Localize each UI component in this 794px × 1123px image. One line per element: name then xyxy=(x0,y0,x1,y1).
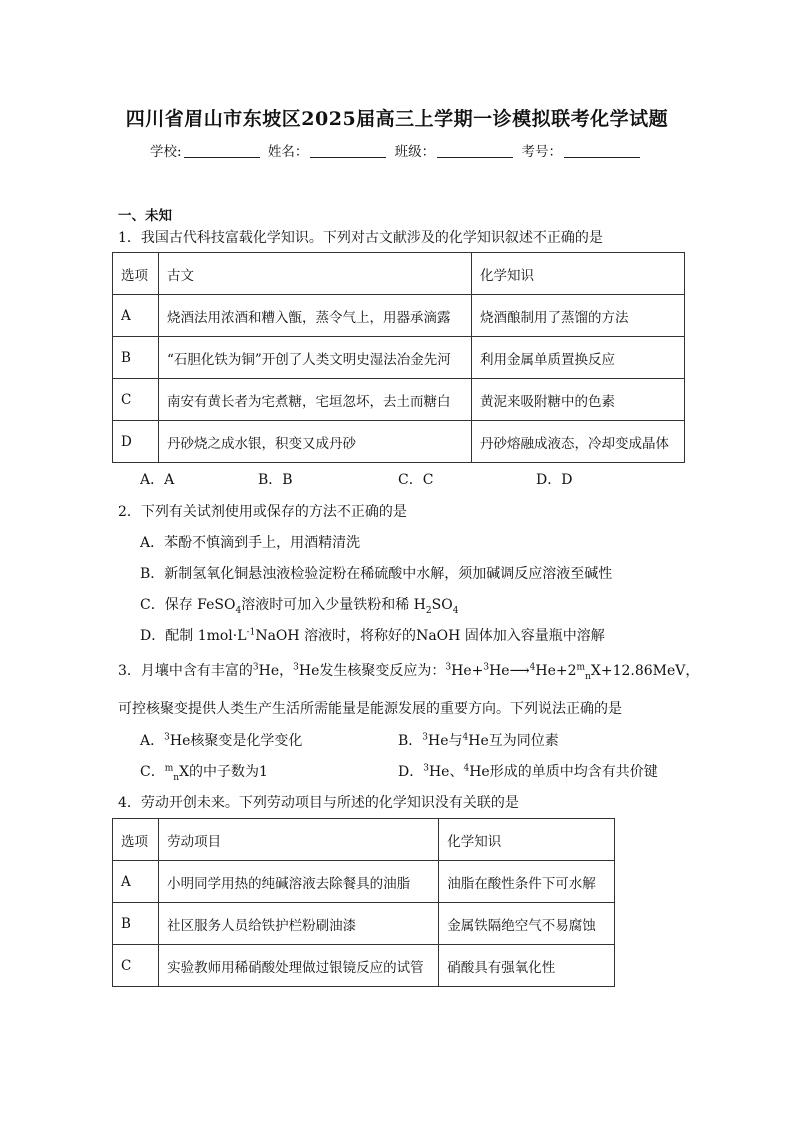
school-blank[interactable] xyxy=(184,143,260,158)
q2-option-b[interactable]: B．新制氢氧化铜悬浊液检验淀粉在稀硫酸中水解，须加碱调反应溶液至碱性 xyxy=(140,566,613,582)
q4-table xyxy=(112,818,615,987)
q3-sup: 4 xyxy=(529,662,536,673)
q3-text: ， xyxy=(279,663,294,679)
table-cell: 丹砂烧之成水银，积变又成丹砂 xyxy=(159,421,472,463)
class-blank[interactable] xyxy=(437,143,513,158)
q3-d-text: D． xyxy=(398,764,424,780)
table-cell: C xyxy=(113,379,159,421)
q2-d-text: 溶液时，将称好的 xyxy=(304,628,417,644)
table-cell: 硝酸具有强氧化性 xyxy=(439,945,615,987)
table-row xyxy=(113,903,615,945)
q3-text: X+12.86MeV， xyxy=(590,663,700,679)
table-row xyxy=(113,295,685,337)
student-info-line xyxy=(0,140,794,160)
q2-d-formula: 1mol·L xyxy=(197,628,247,644)
q1-option-c[interactable]: C．C xyxy=(398,472,434,488)
table-cell: 金属铁隔绝空气不易腐蚀 xyxy=(439,903,615,945)
table-header-row xyxy=(113,253,685,295)
q2-c-formula: H xyxy=(413,597,426,613)
table-cell: “石胆化铁为铜”开创了人类文明史湿法冶金先河 xyxy=(159,337,472,379)
q3-c-text: C． xyxy=(140,764,165,780)
q2-stem: 2．下列有关试剂使用或保存的方法不正确的是 xyxy=(118,504,407,520)
q3-stem-line2: 可控核聚变提供人类生产生活所需能量是能源发展的重要方向。下列说法正确的是 xyxy=(118,701,622,717)
table-cell: 油脂在酸性条件下可水解 xyxy=(439,861,615,903)
table-cell: B xyxy=(113,903,159,945)
exam-no-label: 考号： xyxy=(521,144,562,160)
table-row xyxy=(113,945,615,987)
table-cell: 利用金属单质置换反应 xyxy=(472,337,685,379)
q1-option-d[interactable]: D．D xyxy=(536,472,573,488)
q3-option-c[interactable] xyxy=(140,762,268,782)
exam-title: 四川省眉山市东坡区2025届高三上学期一诊模拟联考化学试题 xyxy=(125,108,669,130)
q3-sup: 3 xyxy=(423,763,429,774)
q3-sup: 4 xyxy=(462,732,469,743)
q2-c-text: C．保存 xyxy=(140,597,193,613)
q3-option-a[interactable] xyxy=(140,731,302,751)
q3-text: He+2 xyxy=(535,663,577,679)
q3-sup: 4 xyxy=(463,763,470,774)
q2-d-formula: NaOH xyxy=(255,628,300,644)
q2-option-d[interactable] xyxy=(140,626,605,646)
q3-d-text: He形成的单质中均含有共价键 xyxy=(469,764,658,780)
table-header-row xyxy=(113,819,615,861)
q3-stem-line1 xyxy=(118,661,699,681)
q3-sub: n xyxy=(173,772,180,783)
table-cell: 小明同学用热的纯碱溶液去除餐具的油脂 xyxy=(159,861,439,903)
table-cell: D xyxy=(113,421,159,463)
q3-sup: 3 xyxy=(293,662,299,673)
q3-b-text: He互为同位素 xyxy=(468,733,559,749)
exam-no-blank[interactable] xyxy=(564,143,640,158)
q3-d-text: He、 xyxy=(428,764,464,780)
table-row xyxy=(113,421,685,463)
q3-b-text: He与 xyxy=(428,733,463,749)
table-row xyxy=(113,861,615,903)
name-label: 姓名： xyxy=(267,144,309,160)
q3-sup: 3 xyxy=(445,662,452,673)
q2-d-text: 固体加入容量瓶中溶解 xyxy=(464,628,605,644)
table-header-cell: 选项 xyxy=(113,819,159,861)
table-cell: A xyxy=(113,295,159,337)
q2-c-text: 溶液时可加入少量铁粉和稀 xyxy=(241,597,410,613)
table-cell: 烧酒法用浓酒和糟入甑，蒸令气上，用器承滴露 xyxy=(159,295,472,337)
table-row xyxy=(113,379,685,421)
q2-c-formula: SO xyxy=(431,597,453,613)
table-cell: 南安有黄长者为宅煮糖，宅垣忽坏，去土而糖白 xyxy=(159,379,472,421)
q3-sup: m xyxy=(576,662,586,673)
table-cell: 丹砂熔融成液态，冷却变成晶体 xyxy=(472,421,685,463)
table-header-cell: 选项 xyxy=(113,253,159,295)
q2-c-sub: 4 xyxy=(235,605,242,616)
table-header-cell: 古文 xyxy=(159,253,472,295)
q3-a-text: He核聚变是化学变化 xyxy=(169,733,303,749)
q2-option-c[interactable] xyxy=(140,595,458,615)
name-blank[interactable] xyxy=(310,143,386,158)
table-header-cell: 化学知识 xyxy=(472,253,685,295)
q2-d-formula: NaOH xyxy=(416,628,461,644)
q3-sup: 3 xyxy=(483,662,490,673)
q3-text: He xyxy=(258,663,280,679)
q3-sup: 3 xyxy=(164,732,170,743)
q3-option-b[interactable] xyxy=(398,731,559,751)
q3-sup: 3 xyxy=(252,662,259,673)
q3-b-text: B． xyxy=(398,733,423,749)
q2-c-sub: 2 xyxy=(425,605,432,616)
table-cell: B xyxy=(113,337,159,379)
table-cell: 黄泥来吸附糖中的色素 xyxy=(472,379,685,421)
q1-table xyxy=(112,252,685,463)
q3-option-d[interactable] xyxy=(398,762,658,782)
q2-c-formula: FeSO xyxy=(197,597,236,613)
q3-text: He⟶ xyxy=(489,663,530,679)
q3-sup: m xyxy=(164,763,174,774)
table-row xyxy=(113,337,685,379)
class-label: 班级： xyxy=(394,144,436,160)
section-heading: 一、未知 xyxy=(118,208,172,224)
q1-option-b[interactable]: B．B xyxy=(258,472,293,488)
q1-option-a[interactable]: A．A xyxy=(140,472,175,488)
table-header-cell: 劳动项目 xyxy=(159,819,439,861)
q3-sub: n xyxy=(585,671,591,682)
table-cell: C xyxy=(113,945,159,987)
table-header-cell: 化学知识 xyxy=(439,819,615,861)
q2-option-a[interactable]: A．苯酚不慎滴到手上，用酒精清洗 xyxy=(140,535,361,551)
table-cell: 烧酒酿制用了蒸馏的方法 xyxy=(472,295,685,337)
q3-sup: 3 xyxy=(422,732,429,743)
q3-text: 3．月壤中含有丰富的 xyxy=(118,663,253,679)
q3-c-text: X的中子数为1 xyxy=(179,764,268,780)
q2-c-sub: 4 xyxy=(452,605,459,616)
q3-text: He+ xyxy=(451,663,484,679)
q1-stem: 1．我国古代科技富载化学知识。下列对古文献涉及的化学知识叙述不正确的是 xyxy=(118,230,603,246)
q3-a-text: A． xyxy=(140,733,165,749)
table-cell: A xyxy=(113,861,159,903)
q3-text: He发生核聚变反应为： xyxy=(298,663,446,679)
q4-stem: 4．劳动开创未来。下列劳动项目与所述的化学知识没有关联的是 xyxy=(118,795,519,811)
school-label: 学校: xyxy=(150,144,182,160)
table-cell: 社区服务人员给铁护栏粉刷油漆 xyxy=(159,903,439,945)
q2-d-text: D．配制 xyxy=(140,628,194,644)
table-cell: 实验教师用稀硝酸处理做过银镜反应的试管 xyxy=(159,945,439,987)
q2-d-sup: -1 xyxy=(246,627,256,638)
